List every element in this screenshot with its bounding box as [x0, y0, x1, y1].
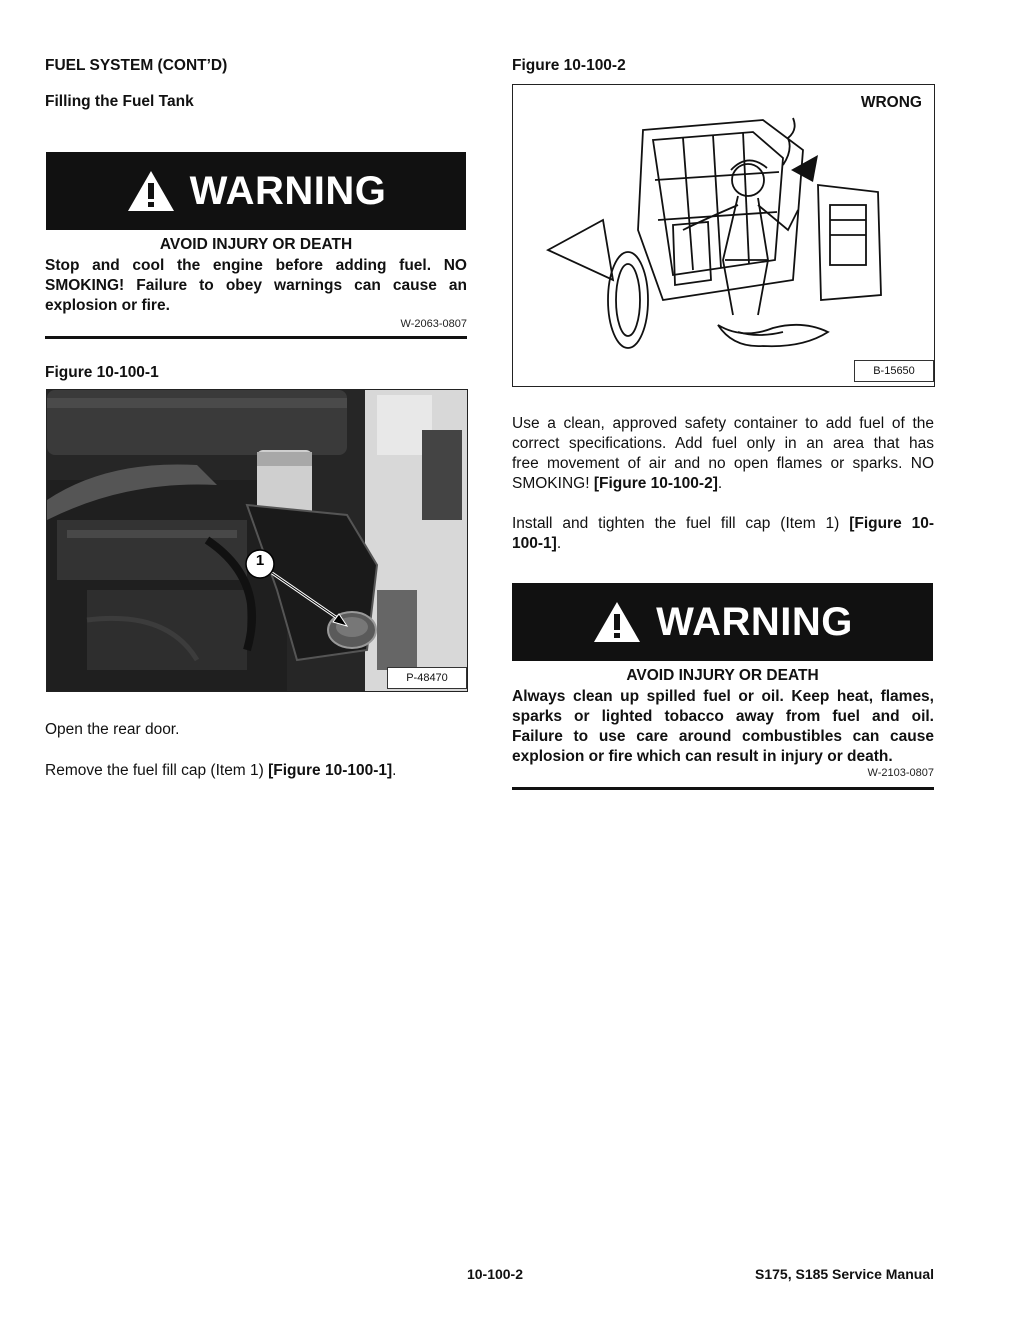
paragraph-open-door: Open the rear door.: [45, 721, 180, 738]
warning-code: W-2063-0807: [400, 318, 467, 330]
paragraph-text: Install and tighten the fuel fill cap (Item 1): [512, 515, 850, 532]
divider: [45, 336, 467, 339]
paragraph-end: .: [556, 535, 562, 552]
warning-text-line: Failure to use care around combustibles can cause: [512, 728, 934, 745]
warning-title: AVOID INJURY OR DEATH: [159, 236, 353, 253]
warning-triangle-icon: [592, 600, 642, 644]
section-title: FUEL SYSTEM (CONT’D): [45, 57, 228, 74]
paragraph-text: SMOKING!: [512, 475, 594, 492]
figure-reference: [Figure 10-: [849, 515, 935, 532]
paragraph-line: Use a clean, approved safety container to add fuel of the: [512, 415, 934, 432]
warning-code: W-2103-0807: [867, 767, 934, 779]
warning-banner: [46, 152, 466, 230]
divider: [512, 787, 934, 790]
paragraph-text: Remove the fuel fill cap (Item 1): [45, 762, 269, 779]
paragraph-line: free movement of air and no open flames or sparks. NO: [512, 455, 934, 472]
engine-photo: [46, 389, 468, 692]
warning-banner: [512, 583, 933, 661]
paragraph-clean-container: [512, 414, 934, 494]
warning-text-line: explosion or fire which can result in injury or death.: [512, 748, 893, 765]
paragraph-install-cap: [512, 514, 934, 554]
warning-label: WARNING: [656, 599, 853, 644]
paragraph-end: .: [392, 762, 397, 779]
figure-reference: [Figure 10-100-2]: [593, 475, 718, 492]
warning-triangle-icon: [126, 169, 176, 213]
figure-code: B-15650: [854, 360, 934, 382]
figure-reference: 100-1]: [512, 535, 557, 552]
subsection-title: Filling the Fuel Tank: [45, 93, 194, 110]
figure-caption: Figure 10-100-2: [512, 57, 626, 74]
page-number: 10-100-2: [466, 1266, 524, 1282]
warning-text-line: Always clean up spilled fuel or oil. Keep heat, flames,: [512, 688, 934, 705]
warning-text-line: explosion or fire.: [45, 297, 170, 314]
paragraph-line: [512, 474, 934, 494]
photo-code: P-48470: [387, 667, 467, 689]
paragraph-line: correct specifications. Add fuel only in an area that has: [512, 435, 934, 452]
manual-title: S175, S185 Service Manual: [755, 1266, 934, 1282]
figure-caption: Figure 10-100-1: [45, 364, 159, 381]
paragraph-end: .: [717, 475, 723, 492]
warning-text-line: SMOKING! Failure to obey warnings can cause an: [45, 277, 467, 294]
warning-title: AVOID INJURY OR DEATH: [626, 667, 819, 684]
warning-text: [512, 687, 934, 767]
figure-reference: [Figure 10-100-1]: [268, 762, 393, 779]
item-callout: 1: [255, 552, 265, 569]
engine-compartment-illustration: [47, 390, 468, 692]
paragraph-line: [512, 514, 934, 534]
warning-text-line: sparks or lighted tobacco away from fuel and oil.: [512, 708, 934, 725]
warning-label: WARNING: [189, 168, 387, 213]
wrong-label: WRONG: [860, 94, 922, 111]
refuel-hazard-illustration: [543, 110, 893, 355]
warning-text-line: Stop and cool the engine before adding fuel. NO: [45, 257, 467, 274]
warning-text: [45, 256, 467, 316]
wrong-illustration: [512, 84, 935, 387]
paragraph-line: [512, 534, 934, 554]
paragraph-remove-cap: [45, 761, 396, 781]
